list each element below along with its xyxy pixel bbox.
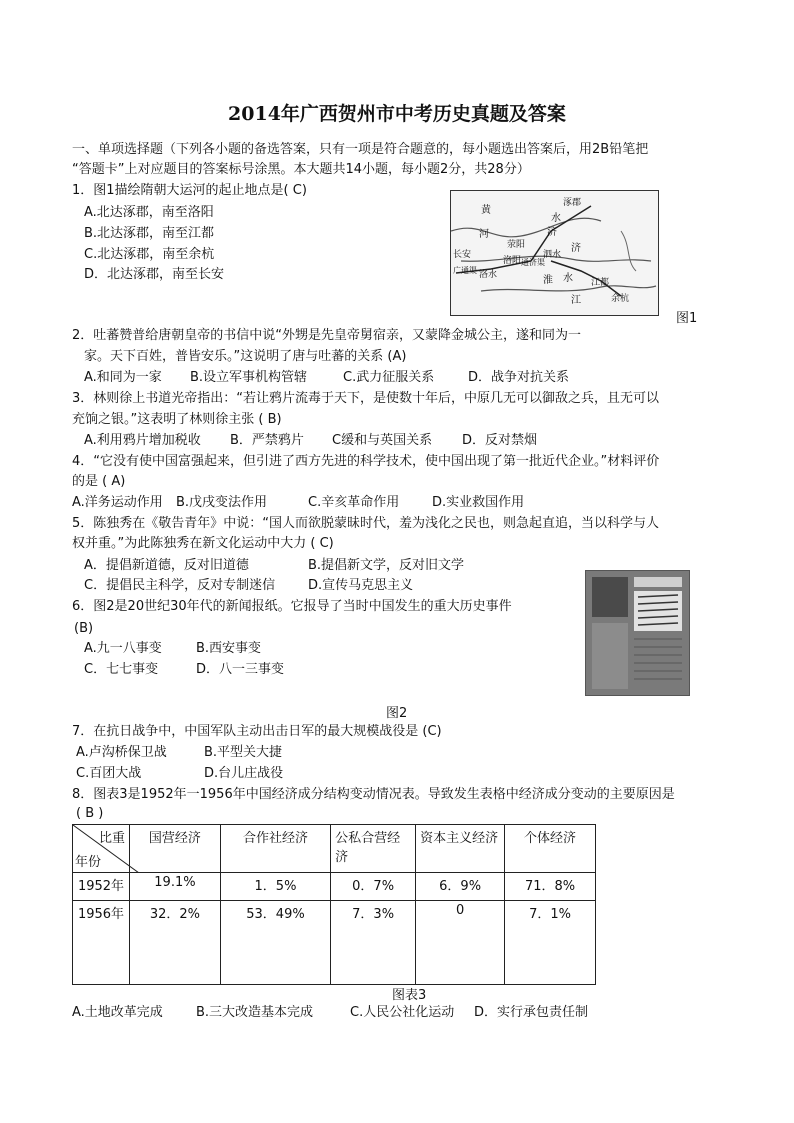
table-cell: 0 [416, 901, 505, 985]
q7-option-b: B.平型关大捷 [204, 745, 283, 760]
q8-option-d: D．实行承包责任制 [474, 1005, 589, 1020]
q5-option-a: A．提倡新道德，反对旧道德 [84, 558, 249, 573]
q8-option-c: C.人民公社化运动 [350, 1005, 455, 1020]
table3-caption: 图表3 [392, 988, 427, 1003]
table-cell: 19.1% [130, 873, 221, 901]
table-cell: 53．49% [220, 901, 330, 985]
table-corner-cell [73, 825, 130, 873]
q4-option-b: B.戊戌变法作用 [176, 495, 268, 510]
figure2-caption: 图2 [386, 706, 408, 721]
q7-option-a: A.卢沟桥保卫战 [76, 745, 167, 760]
q6-line1: 6．图2是20世纪30年代的新闻报纸。它报导了当时中国发生的重大历史事件 [72, 599, 512, 614]
map-label: 余杭 [611, 294, 630, 304]
q2-option-a: A.和同为一家 [84, 370, 162, 385]
table-header: 资本主义经济 [416, 825, 505, 873]
q2-option-b: B.设立军事机构管辖 [190, 370, 308, 385]
q8-answer: ( B ) [76, 806, 104, 821]
q8-option-a: A.土地改革完成 [72, 1005, 163, 1020]
q2-option-d: D．战争对抗关系 [468, 370, 570, 385]
map-label: 洛阳 [503, 256, 522, 266]
map-label: 荥阳 [507, 240, 526, 250]
q3-line2: 充饷之银。”这表明了林则徐主张 ( B) [72, 412, 282, 427]
map-label: 淮 [543, 275, 553, 286]
q7-option-c: C.百团大战 [76, 766, 142, 781]
q2-option-c: C.武力征服关系 [343, 370, 435, 385]
q5-option-b: B.提倡新文学，反对旧文学 [308, 558, 465, 573]
q1-option-b: B.北达涿郡，南至江都 [84, 226, 215, 241]
map-label: 黄 [481, 205, 491, 216]
figure2-newspaper [585, 570, 690, 696]
q7-stem: 7．在抗日战争中，中国军队主动出击日军的最大规模战役是 (C) [72, 724, 442, 739]
figure1-caption: 图1 [676, 311, 698, 326]
q6-answer: (B) [74, 621, 94, 636]
q5-option-d: D.宣传马克思主义 [308, 578, 414, 593]
map-label: 江都 [591, 278, 610, 288]
q1-option-c: C.北达涿郡，南至余杭 [84, 247, 215, 262]
q2-line1: 2．吐蕃赞普给唐朝皇帝的书信中说“外甥是先皇帝舅宿亲，又蒙降金城公主，遂和同为一 [72, 328, 582, 343]
table-cell: 1．5% [220, 873, 330, 901]
map-label: 泗水 [543, 250, 562, 260]
map-label: 水 [551, 213, 561, 224]
map-label: 长安 [453, 250, 472, 260]
economy-table [72, 824, 596, 985]
q5-option-c: C．提倡民主科学，反对专制迷信 [84, 578, 276, 593]
table-cell: 32．2% [130, 901, 221, 985]
map-label: 江 [571, 295, 581, 306]
q1-option-a: A.北达涿郡，南至洛阳 [84, 205, 214, 220]
section-heading-line2: “答题卡”上对应题目的答案标号涂黑。本大题共14小题，每小题2分，共28分） [72, 162, 530, 177]
q5-line2: 权并重。”为此陈独秀在新文化运动中大力 ( C) [72, 536, 334, 551]
map-label: 河 [479, 229, 489, 240]
map-label: 济 [571, 243, 581, 254]
table-cell: 7．3% [331, 901, 416, 985]
q3-option-b: B．严禁鸦片 [230, 433, 304, 448]
table-cell: 71．8% [505, 873, 596, 901]
table-year: 1952年 [73, 873, 130, 901]
table-row [73, 873, 596, 901]
table-corner-bottom: 年份 [75, 855, 102, 870]
q3-option-d: D．反对禁烟 [462, 433, 538, 448]
q4-option-a: A.洋务运动作用 [72, 495, 163, 510]
q6-option-a: A.九一八事变 [84, 641, 162, 656]
q2-line2: 家。天下百姓，普皆安乐。”这说明了唐与吐蕃的关系 (A) [84, 349, 407, 364]
q1-option-d: D．北达涿郡，南至长安 [84, 267, 225, 282]
figure1-map [450, 190, 659, 316]
q4-option-c: C.辛亥革命作用 [308, 495, 400, 510]
section-heading-line1: 一、单项选择题（下列各小题的备选答案，只有一项是符合题意的，每小题选出答案后，用2B铅笔把 [72, 142, 649, 157]
map-label: 涿郡 [563, 198, 582, 208]
q8-option-b: B.三大改造基本完成 [196, 1005, 314, 1020]
q4-line1: 4．“它没有使中国富强起来，但引进了西方先进的科学技术，使中国出现了第一批近代企业。”材料评价 [72, 454, 660, 469]
q3-option-c: C缓和与英国关系 [332, 433, 433, 448]
q6-option-d: D．八一三事变 [196, 662, 285, 677]
table-header: 国营经济 [130, 825, 221, 873]
map-label: 济 [547, 227, 557, 238]
q3-option-a: A.利用鸦片增加税收 [84, 433, 201, 448]
page-title: 2014年广西贺州市中考历史真题及答案 [228, 103, 566, 125]
table-header: 合作社经济 [220, 825, 330, 873]
table-row [73, 901, 596, 985]
q5-line1: 5．陈独秀在《敬告青年》中说：“国人而欲脱蒙昧时代，羞为浅化之民也，则急起直追，当以科学与人 [72, 516, 660, 531]
q7-option-d: D.台儿庄战役 [204, 766, 284, 781]
map-label: 水 [563, 273, 573, 284]
q6-option-b: B.西安事变 [196, 641, 262, 656]
map-label: 洛水 [479, 270, 498, 280]
q8-line1: 8．图表3是1952年一1956年中国经济成分结构变动情况表。导致发生表格中经济成分变动的主要原因是 [72, 787, 675, 802]
q4-option-d: D.实业救国作用 [432, 495, 525, 510]
q4-line2: 的是 ( A) [72, 474, 126, 489]
table-header: 个体经济 [505, 825, 596, 873]
table-cell: 6．9% [416, 873, 505, 901]
q6-option-c: C．七七事变 [84, 662, 159, 677]
q1-stem: 1．图1描绘隋朝大运河的起止地点是( C) [72, 183, 307, 198]
table-corner-top: 比重 [98, 831, 125, 846]
map-label: 通济渠 [521, 258, 545, 267]
table-header: 公私合营经济 [331, 825, 416, 873]
table-cell: 7．1% [505, 901, 596, 985]
table-year: 1956年 [73, 901, 130, 985]
q3-line1: 3．林则徐上书道光帝指出：“若让鸦片流毒于天下，是使数十年后，中原几无可以御敌之兵，且无可以 [72, 391, 660, 406]
table-cell: 0．7% [331, 873, 416, 901]
map-label: 广通渠 [453, 266, 477, 275]
